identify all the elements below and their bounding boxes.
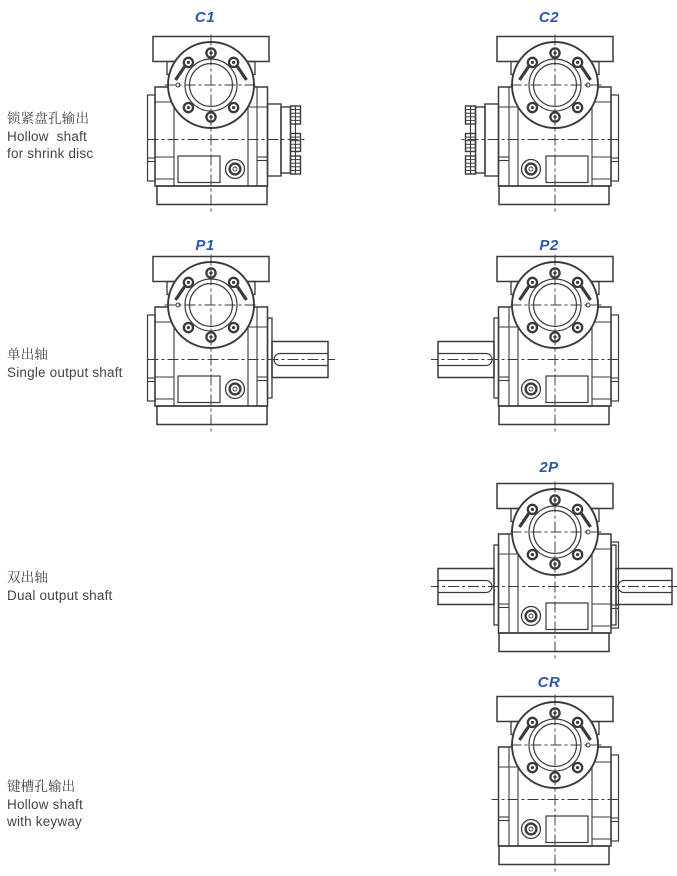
caption-line-en: Dual output shaft — [7, 587, 113, 603]
caption-line-en: Hollow shaft — [7, 128, 87, 144]
drawing-code-cr: CR — [537, 674, 561, 691]
drawing-code-p2: P2 — [539, 237, 559, 254]
drawing-p1 — [81, 253, 341, 435]
drawing-cr — [425, 693, 677, 875]
gearbox-drawing-svg — [81, 253, 341, 435]
caption-dual-output — [7, 569, 112, 604]
drawing-p2 — [425, 253, 677, 435]
gearbox-drawing-svg — [81, 33, 341, 215]
caption-line-en: Single output shaft — [7, 364, 123, 380]
caption-line-en: for shrink disc — [7, 146, 94, 162]
drawing-c2 — [425, 33, 677, 215]
drawing-c1 — [81, 33, 341, 215]
drawing-code-c1: C1 — [194, 9, 216, 26]
drawing-code-c2: C2 — [538, 9, 560, 26]
gearbox-drawing-svg — [425, 693, 677, 875]
caption-keyway — [7, 778, 83, 831]
drawing-code-p1: P1 — [195, 237, 215, 254]
caption-line-en: Hollow shaft — [7, 796, 83, 812]
gearbox-drawing-svg — [425, 480, 677, 662]
gearbox-drawing-svg — [425, 33, 677, 215]
caption-line-zh: 单出轴 — [7, 347, 49, 362]
caption-line-zh: 键槽孔输出 — [7, 779, 76, 794]
caption-line-zh: 双出轴 — [7, 570, 49, 585]
caption-line-en: with keyway — [7, 814, 82, 830]
drawing-2p — [425, 480, 677, 662]
gearbox-drawing-svg — [425, 253, 677, 435]
drawing-code-2p: 2P — [539, 459, 559, 476]
caption-line-zh: 锁紧盘孔输出 — [7, 111, 90, 126]
